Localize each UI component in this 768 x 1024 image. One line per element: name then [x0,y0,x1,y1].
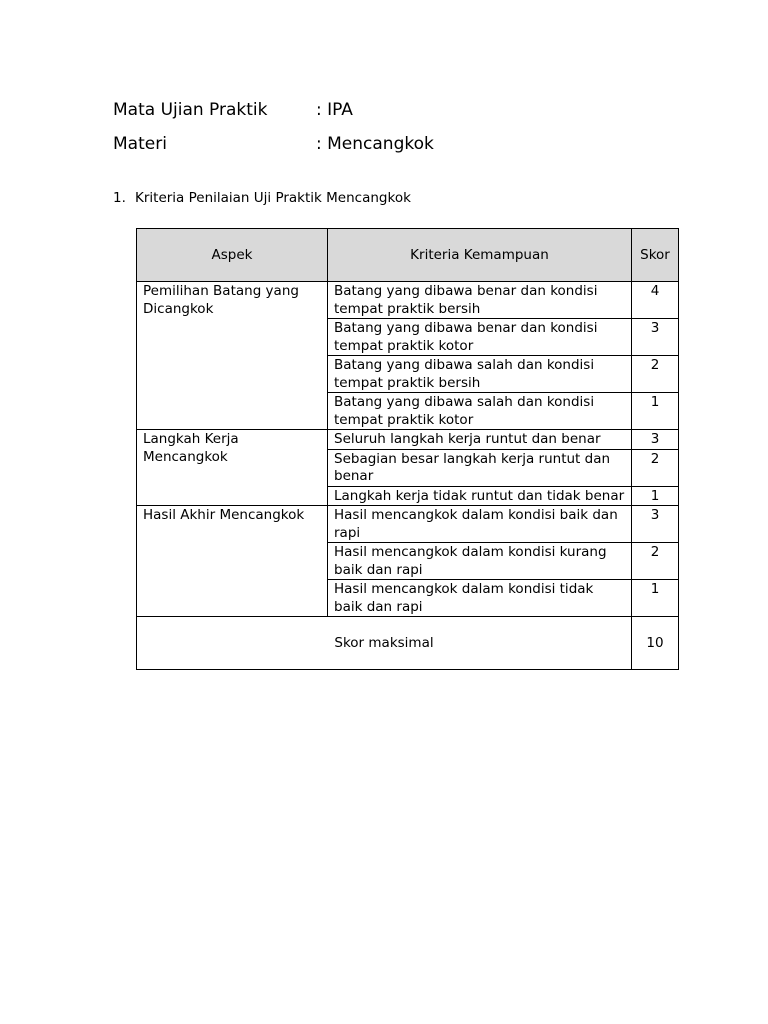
kriteria-cell: Hasil mencangkok dalam kondisi kurang baik dan rapi [328,543,632,580]
skor-cell: 2 [632,356,679,393]
aspek-cell: Pemilihan Batang yang Dicangkok [137,282,328,430]
kriteria-cell: Langkah kerja tidak runtut dan tidak benar [328,486,632,506]
aspek-cell: Langkah Kerja Mencangkok [137,430,328,506]
skor-cell: 1 [632,393,679,430]
subject-value: : IPA [316,100,353,120]
kriteria-cell: Batang yang dibawa salah dan kondisi tempat praktik kotor [328,393,632,430]
header-row-subject [113,93,434,127]
skor-cell: 3 [632,506,679,543]
table-row [137,430,679,450]
kriteria-cell: Hasil mencangkok dalam kondisi baik dan rapi [328,506,632,543]
subject-label: Mata Ujian Praktik [113,100,268,120]
section-title: Kriteria Penilaian Uji Praktik Mencangkok [135,190,411,206]
material-value: : Mencangkok [316,134,434,154]
header-skor: Skor [632,229,679,282]
total-value: 10 [632,617,679,670]
skor-cell: 3 [632,430,679,450]
kriteria-cell: Batang yang dibawa salah dan kondisi tempat praktik bersih [328,356,632,393]
table-body [137,282,679,617]
skor-cell: 2 [632,543,679,580]
document-header [113,93,434,161]
skor-cell: 1 [632,580,679,617]
total-label: Skor maksimal [137,617,632,670]
header-aspek: Aspek [137,229,328,282]
criteria-table [136,228,679,670]
material-label: Materi [113,134,167,154]
table-header-row [137,229,679,282]
table-row [137,282,679,319]
section-heading [113,190,411,206]
skor-cell: 2 [632,449,679,486]
header-kriteria: Kriteria Kemampuan [328,229,632,282]
skor-cell: 1 [632,486,679,506]
skor-cell: 4 [632,282,679,319]
skor-cell: 3 [632,319,679,356]
kriteria-cell: Seluruh langkah kerja runtut dan benar [328,430,632,450]
aspek-cell: Hasil Akhir Mencangkok [137,506,328,617]
kriteria-cell: Batang yang dibawa benar dan kondisi tempat praktik kotor [328,319,632,356]
header-row-material [113,127,434,161]
kriteria-cell: Sebagian besar langkah kerja runtut dan benar [328,449,632,486]
table-row [137,506,679,543]
kriteria-cell: Hasil mencangkok dalam kondisi tidak baik dan rapi [328,580,632,617]
total-row [137,617,679,670]
kriteria-cell: Batang yang dibawa benar dan kondisi tempat praktik bersih [328,282,632,319]
section-number: 1. [113,190,126,206]
